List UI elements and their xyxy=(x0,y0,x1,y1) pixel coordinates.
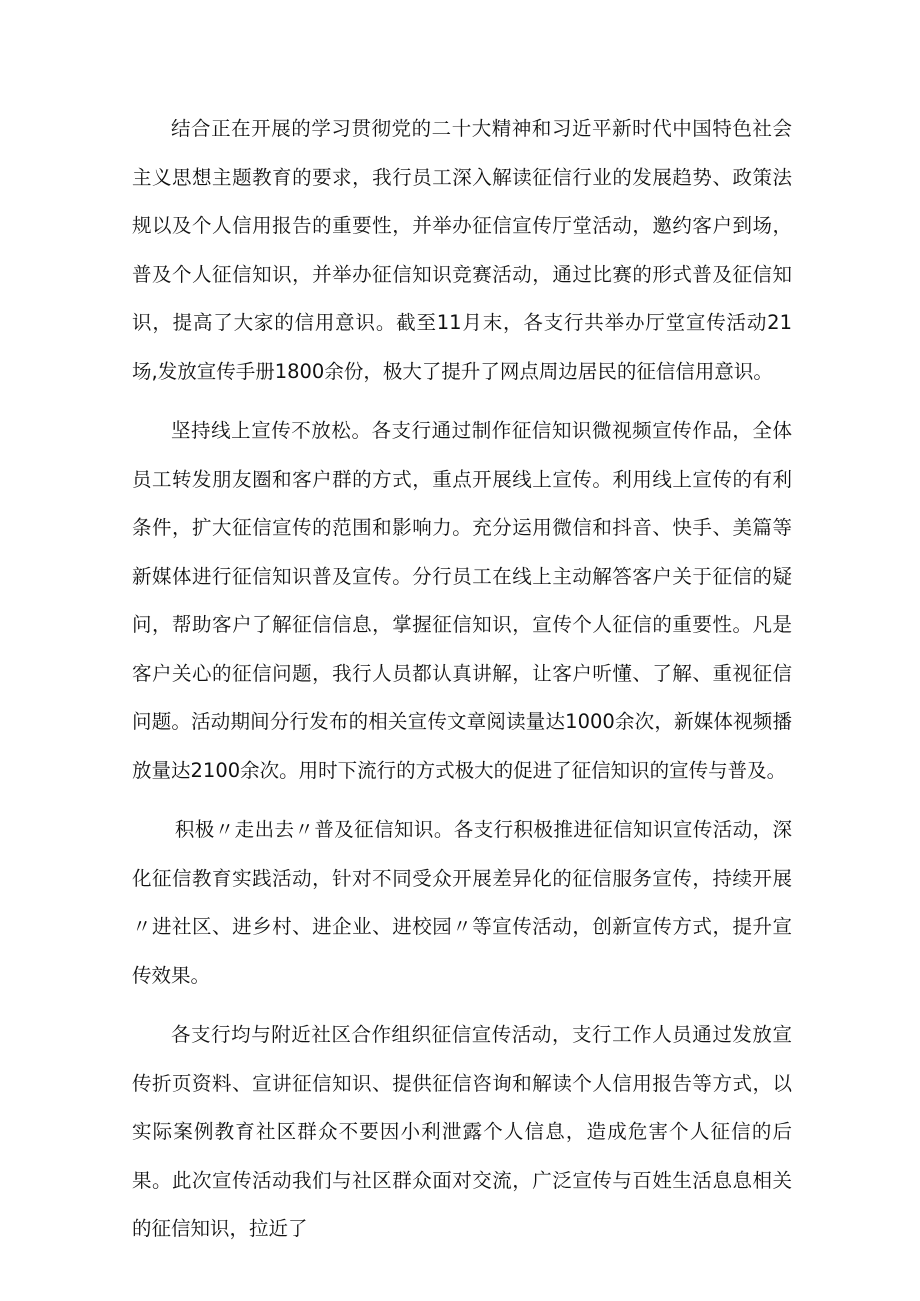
paragraph-community-cooperation: 各支行均与附近社区合作组织征信宣传活动，支行工作人员通过发放宣传折页资料、宣讲征信知识、提供征信咨询和解读个人信用报告等方式，以实际案例教育社区群众不要因小利泄露个人信息，造成危害个人征信的后果。此次宣传活动我们与社区群众面对交流，广泛宣传与百姓生活息息相关的征信知识，拉近了 xyxy=(132,1023,792,1240)
paragraph-go-out: 积极〃走出去〃普及征信知识。各支行积极推进征信知识宣传活动，深化征信教育实践活动，针对不同受众开展差异化的征信服务宣传，持续开展〃进社区、进乡村、进企业、进校园〃等宣传活动，创新宣传方式，提升宣传效果。 xyxy=(132,818,792,987)
paragraph-offline-activities: 结合正在开展的学习贯彻党的二十大精神和习近平新时代中国特色社会主义思想主题教育的要求，我行员工深入解读征信行业的发展趋势、政策法规以及个人信用报告的重要性，并举办征信宣传厅堂活动，邀约客户到场，普及个人征信知识，并举办征信知识竞赛活动，通过比赛的形式普及征信知识，提高了大家的信用意识。截至11月末，各支行共举办厅堂宣传活动21场,发放宣传手册1800余份，极大了提升了网点周边居民的征信信用意识。 xyxy=(132,117,792,383)
paragraph-online-promotion: 坚持线上宣传不放松。各支行通过制作征信知识微视频宣传作品，全体员工转发朋友圈和客户群的方式，重点开展线上宣传。利用线上宣传的有利条件，扩大征信宣传的范围和影响力。充分运用微信和抖音、快手、美篇等新媒体进行征信知识普及宣传。分行员工在线上主动解答客户关于征信的疑问，帮助客户了解征信信息，掌握征信知识，宣传个人征信的重要性。凡是客户关心的征信问题，我行人员都认真讲解，让客户听懂、了解、重视征信问题。活动期间分行发布的相关宣传文章阅读量达1000余次，新媒体视频播放量达2100余次。用时下流行的方式极大的促进了征信知识的宣传与普及。 xyxy=(132,419,792,782)
document-body xyxy=(132,105,792,1265)
